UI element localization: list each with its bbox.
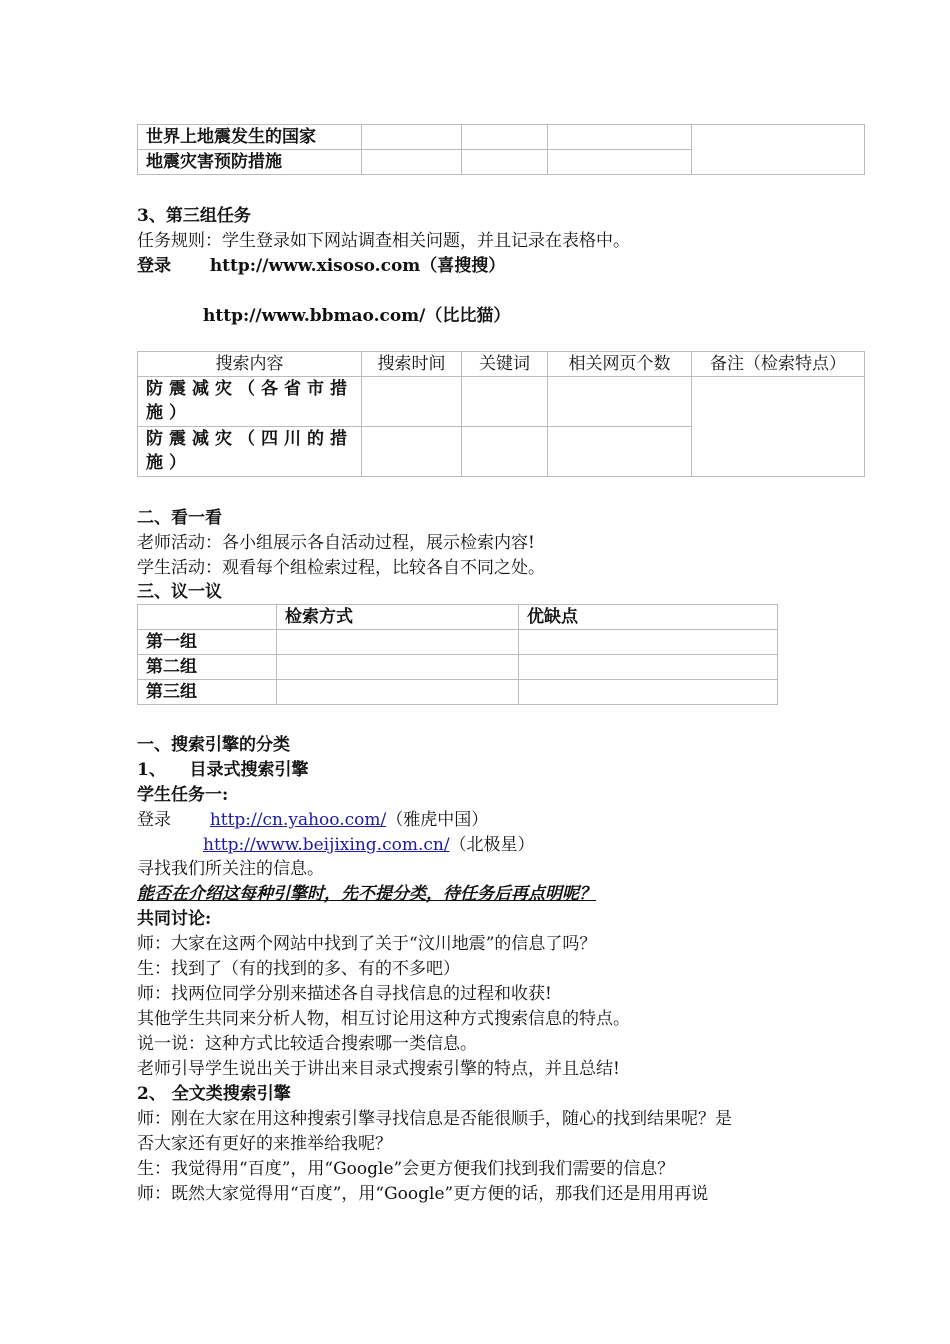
- table-row: [138, 655, 778, 680]
- dialog-line: 师：既然大家觉得用“百度”，用“Google”更方便的话，那我们还是用用再说: [137, 1184, 709, 1204]
- table-cell: [462, 377, 548, 427]
- dialog-line: 其他学生共同来分析人物，相互讨论用这种方式搜索信息的特点。: [137, 1009, 630, 1029]
- find-info: 寻找我们所关注的信息。: [137, 859, 324, 879]
- discuss-title: 共同讨论:: [137, 909, 212, 929]
- table-cell: 防震减灾（四川的措施）: [138, 427, 362, 477]
- yahoo-link[interactable]: http://cn.yahoo.com/: [209, 810, 387, 830]
- group3-table: [137, 351, 865, 477]
- table-header: 关键词: [462, 352, 548, 377]
- login-label: 登录: [137, 256, 171, 276]
- table-header-row: [138, 605, 778, 630]
- table-cell: [362, 125, 462, 150]
- login-row-1: [137, 808, 488, 832]
- sub1-title: 1、 目录式搜索引擎: [137, 760, 309, 780]
- login-label: 登录: [137, 810, 171, 830]
- beijixing-link[interactable]: http://www.beijixing.com.cn/: [203, 835, 450, 855]
- table-cell: 第一组: [138, 630, 277, 655]
- table-cell: [362, 377, 462, 427]
- part1-title: 一、搜索引擎的分类: [137, 735, 290, 755]
- table-cell: 地震灾害预防措施: [138, 150, 362, 175]
- section2-title: 二、看一看: [137, 508, 222, 528]
- table-header: 相关网页个数: [548, 352, 692, 377]
- table-cell: 第二组: [138, 655, 277, 680]
- table-header: 检索方式: [277, 605, 519, 630]
- site-xisoso: http://www.xisoso.com（喜搜搜）: [209, 256, 506, 276]
- table-header: 优缺点: [519, 605, 778, 630]
- table-cell: [462, 427, 548, 477]
- table-cell: [519, 630, 778, 655]
- section3-title: 三、议一议: [137, 582, 222, 602]
- beijixing-name: （北极星）: [449, 835, 535, 855]
- table-cell: [277, 655, 519, 680]
- table-cell: 第三组: [138, 680, 277, 705]
- table-cell: [362, 427, 462, 477]
- table-cell: [548, 150, 692, 175]
- table-row: [138, 630, 778, 655]
- table-cell: [548, 377, 692, 427]
- table-cell: [548, 427, 692, 477]
- table-cell: [519, 655, 778, 680]
- dialog-line: 师：大家在这两个网站中找到了关于“汶川地震”的信息了吗？: [137, 934, 597, 954]
- group3-title: 3、第三组任务: [137, 206, 251, 226]
- table-header: [138, 605, 277, 630]
- teacher-activity: 老师活动：各小组展示各自活动过程，展示检索内容!: [137, 533, 535, 553]
- table-cell: [462, 125, 548, 150]
- group3-rule: 任务规则：学生登录如下网站调查相关问题，并且记录在表格中。: [137, 231, 630, 251]
- table-cell: [692, 377, 865, 477]
- table-cell: 防震减灾（各省市措施）: [138, 377, 362, 427]
- table-cell: [362, 150, 462, 175]
- dialog-line: 否大家还有更好的来推举给我呢？: [137, 1134, 392, 1154]
- table-cell: [692, 125, 865, 175]
- dialog-line: 生：找到了（有的找到的多、有的不多吧）: [137, 959, 460, 979]
- comparison-table: [137, 604, 778, 705]
- yahoo-name: （雅虎中国）: [386, 810, 489, 830]
- table-row: [138, 125, 865, 150]
- task-title: 学生任务一:: [137, 785, 229, 805]
- table-header: 搜索时间: [362, 352, 462, 377]
- table-header: 备注（检索特点）: [692, 352, 865, 377]
- table-cell: [277, 680, 519, 705]
- dialog-line: 说一说：这种方式比较适合搜索哪一类信息。: [137, 1034, 477, 1054]
- table-cell: [277, 630, 519, 655]
- site-bbmao: http://www.bbmao.com/（比比猫）: [203, 306, 511, 326]
- table-row: [138, 680, 778, 705]
- table-cell: [519, 680, 778, 705]
- dialog-line: 师：刚在大家在用这种搜索引擎寻找信息是否能很顺手，随心的找到结果呢？是: [137, 1109, 732, 1129]
- table-header-row: [138, 352, 865, 377]
- table-header: 搜索内容: [138, 352, 362, 377]
- table-cell: 世界上地震发生的国家: [138, 125, 362, 150]
- student-activity: 学生活动：观看每个组检索过程，比较各自不同之处。: [137, 558, 545, 578]
- table-cell: [462, 150, 548, 175]
- sub2-title: 2、 全文类搜索引擎: [137, 1084, 291, 1104]
- group3-login-row: [137, 254, 505, 278]
- dialog-line: 老师引导学生说出关于讲出来目录式搜索引擎的特点，并且总结!: [137, 1059, 620, 1079]
- group2-table: [137, 124, 865, 175]
- table-row: [138, 377, 865, 427]
- teacher-note: 能否在介绍这每种引擎时，先不提分类，待任务后再点明呢？: [137, 884, 596, 904]
- table-cell: [548, 125, 692, 150]
- dialog-line: 师：找两位同学分别来描述各自寻找信息的过程和收获!: [137, 984, 552, 1004]
- dialog-line: 生：我觉得用“百度”，用“Google”会更方便我们找到我们需要的信息？: [137, 1159, 675, 1179]
- login-row-2: [203, 833, 535, 857]
